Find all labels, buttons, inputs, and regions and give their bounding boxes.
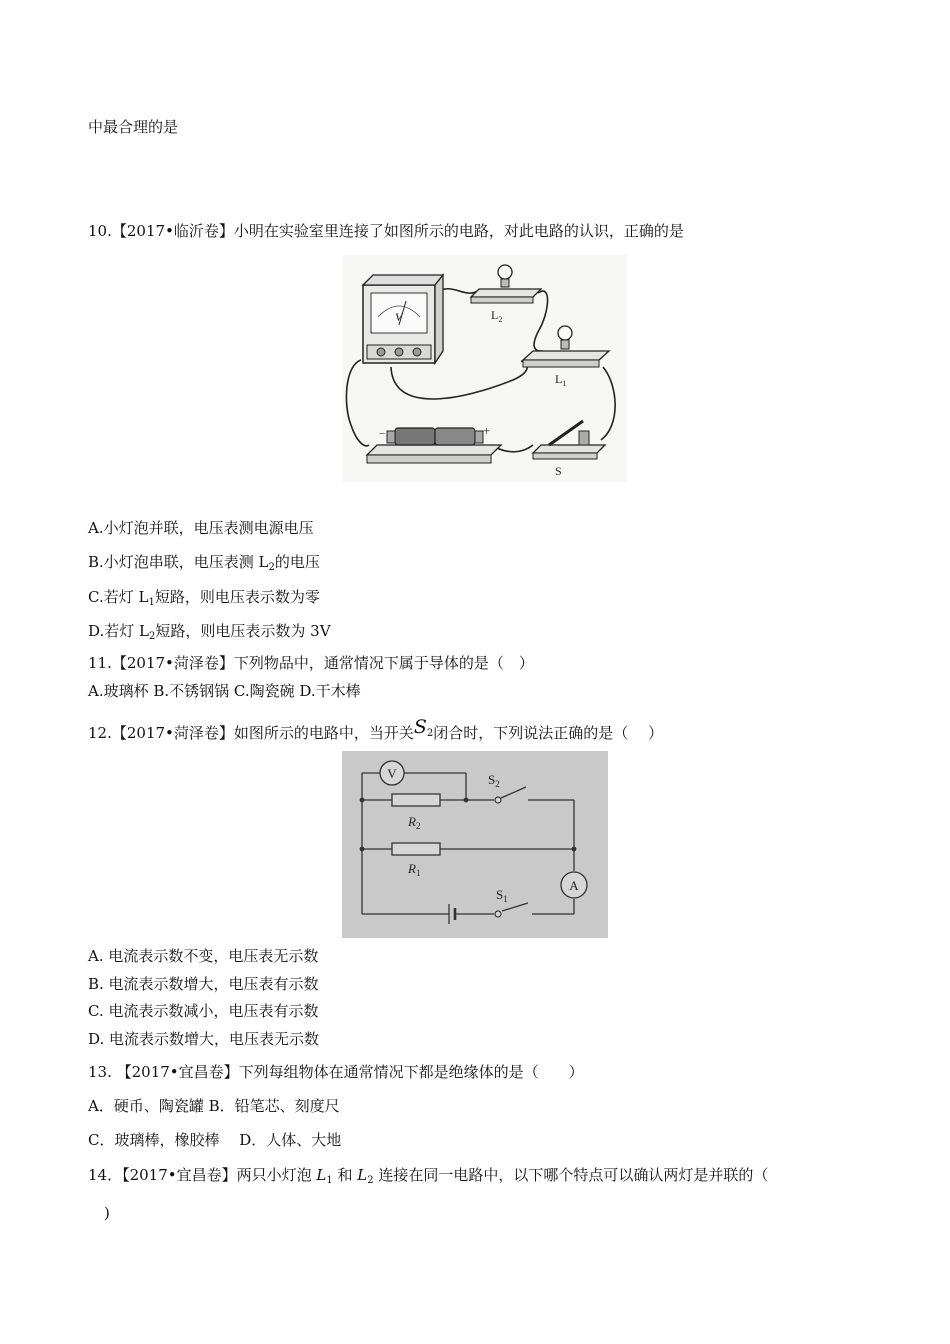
switch-s2 [495,797,501,803]
q12-option-a: A. 电流表示数不变，电压表无示数 [88,947,319,965]
question-13-stem: 13. 【2017•宜昌卷】下列每组物体在通常情况下都是绝缘体的是（ ） [88,1063,584,1081]
resistor-r1-label: $R_1$ [408,861,421,878]
q13-options-line2: C．玻璃棒，橡胶棒 D．人体、大地 [88,1131,342,1149]
q12-option-d: D. 电流表示数增大，电压表无示数 [88,1030,320,1048]
ammeter-letter: A [569,878,579,893]
question-11-stem: 11.【2017•菏泽卷】下列物品中，通常情况下属于导体的是（ ） [88,654,534,672]
switch-s1 [495,911,501,917]
switch-label: S [555,464,562,478]
question-12-stem: 12.【2017•菏泽卷】如图所示的电路中，当开关$S_2$闭合时，下列说法正确的是（ ） [88,716,664,742]
battery-holder [367,428,501,463]
voltmeter-device [363,275,443,363]
q10-option-b: B.小灯泡串联，电压表测 $L_2$的电压 [88,553,320,573]
resistor-r2 [392,794,440,806]
q12-option-c: C. 电流表示数减小，电压表有示数 [88,1002,319,1020]
lamp-l2-label: $L_2$ [491,308,503,324]
q10-option-a: A.小灯泡并联，电压表测电源电压 [88,519,314,537]
switch-s2-label: $S_2$ [488,772,500,789]
q12-circuit-diagram [342,751,608,938]
q10-option-c: C.若灯 $L_1$短路，则电压表示数为零 [88,588,320,608]
resistor-r2-label: $R_2$ [408,814,421,831]
question-10-stem: 10.【2017•临沂卷】小明在实验室里连接了如图所示的电路，对此电路的认识，正确的是 [88,222,684,240]
voltmeter-label: V [395,310,403,324]
q10-circuit-photo [343,255,627,482]
q14-continuation: ) [104,1204,110,1222]
q11-options: A.玻璃杯 B.不锈钢锅 C.陶瓷碗 D.干木棒 [88,682,361,700]
lamp-l1-label: $L_1$ [555,372,567,388]
voltmeter-letter: V [387,766,397,781]
q12-option-b: B. 电流表示数增大，电压表有示数 [88,975,319,993]
switch-s1-label: $S_1$ [496,887,508,904]
q13-options-line1: A．硬币、陶瓷罐 B．铅笔芯、刻度尺 [88,1097,340,1115]
q10-option-d: D.若灯 $L_2$短路，则电压表示数为 3V [88,622,331,642]
question-14-stem: 14．【2017•宜昌卷】两只小灯泡 $L_1$ 和 $L_2$ 连接在同一电路中，以下哪个特点可以确认两灯是并联的（ [88,1166,769,1186]
intro-text: 中最合理的是 [88,118,179,136]
battery-minus: − [379,428,386,440]
resistor-r1 [392,843,440,855]
battery-plus: + [483,423,491,438]
